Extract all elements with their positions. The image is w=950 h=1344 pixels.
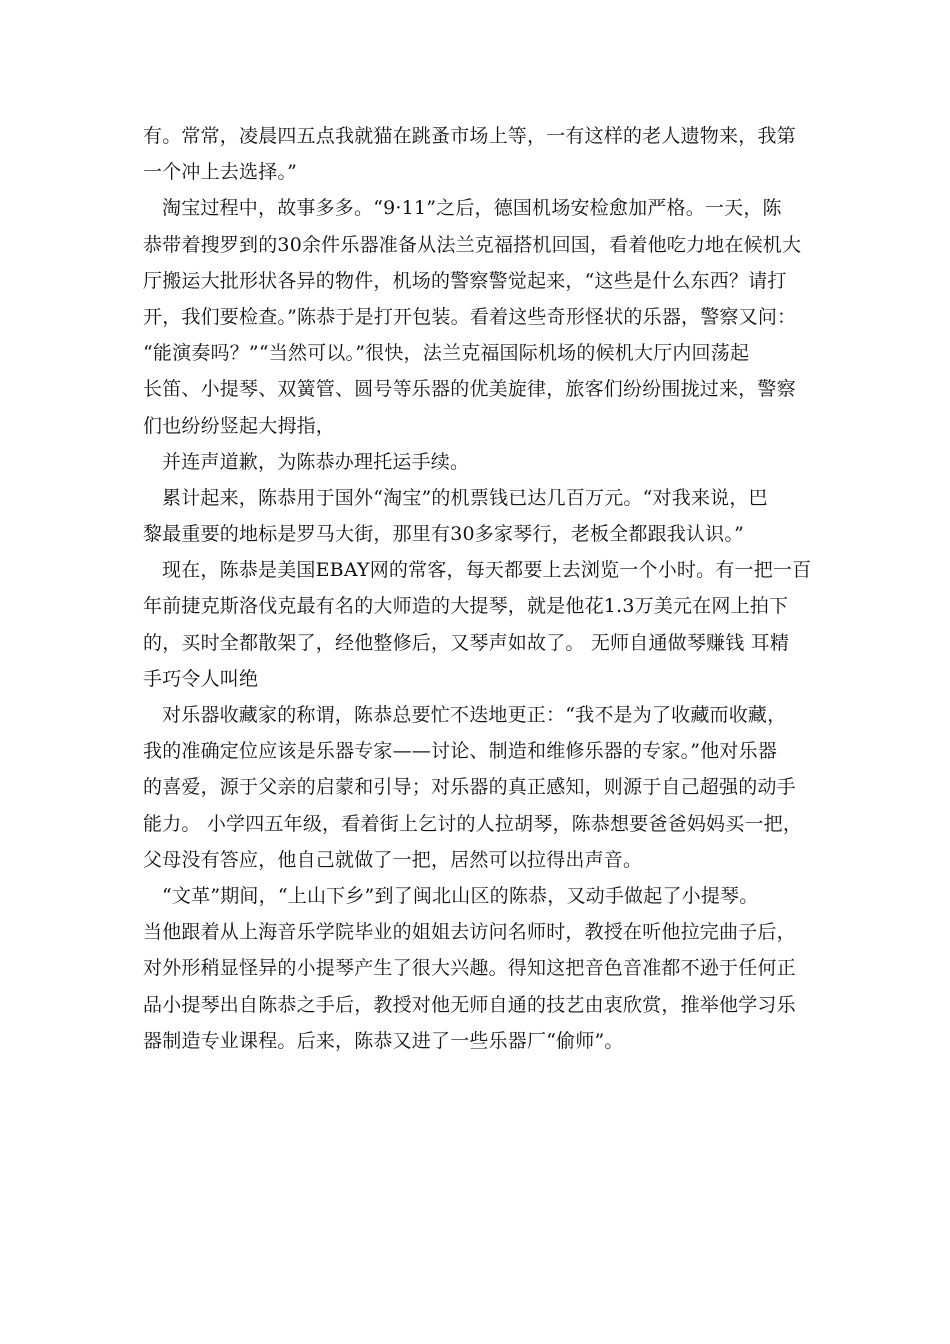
- paragraph-start-line: 并连声道歉，为陈恭办理托运手续。: [162, 450, 470, 473]
- text-line: 父母没有答应，他自己就做了一把，居然可以拉得出声音。: [143, 848, 643, 871]
- text-line: 长笛、小提琴、双簧管、圆号等乐器的优美旋律，旅客们纷纷围拢过来，警察: [143, 378, 796, 401]
- text-line: 当他跟着从上海音乐学院毕业的姐姐去访问名师时，教授在听他拉完曲子后，: [143, 921, 796, 944]
- text-line: 器制造专业课程。后来，陈恭又进了一些乐器厂“偷师”。: [143, 1029, 624, 1052]
- text-line: 对外形稍显怪异的小提琴产生了很大兴趣。得知这把音色音准都不逊于任何正: [143, 957, 796, 980]
- text-line: 恭带着搜罗到的30余件乐器准备从法兰克福搭机回国，看着他吃力地在候机大: [143, 233, 802, 256]
- text-line: 能力。 小学四五年级，看着街上乞讨的人拉胡琴，陈恭想要爸爸妈妈买一把，: [143, 812, 803, 835]
- text-line: 年前捷克斯洛伐克最有名的大师造的大提琴，就是他花1.3万美元在网上拍下: [143, 595, 789, 618]
- text-line: “能演奏吗？”“当然可以。”很快，法兰克福国际机场的候机大厅内回荡起: [143, 342, 750, 365]
- text-line: 开，我们要检查。”陈恭于是打开包装。看着这些奇形怪状的乐器，警察又问：: [143, 305, 797, 328]
- text-line: 品小提琴出自陈恭之手后，教授对他无师自通的技艺由衷欣赏，推举他学习乐: [143, 993, 796, 1016]
- paragraph-start-line: 现在，陈恭是美国EBAY网的常客，每天都要上去浏览一个小时。有一把一百: [162, 559, 812, 582]
- paragraph-start-line: 淘宝过程中，故事多多。“9·11”之后，德国机场安检愈加严格。一天，陈: [162, 197, 782, 220]
- text-line: 的喜爱，源于父亲的启蒙和引导；对乐器的真正感知，则源于自己超强的动手: [143, 776, 796, 799]
- paragraph-start-line: 对乐器收藏家的称谓，陈恭总要忙不迭地更正：“我不是为了收藏而收藏，: [162, 704, 787, 726]
- text-line: 有。常常，凌晨四五点我就猫在跳蚤市场上等，一有这样的老人遗物来，我第: [143, 125, 796, 147]
- text-line: 一个冲上去选择。”: [143, 161, 298, 184]
- paragraph-start-line: “文革”期间，“上山下乡”到了闽北山区的陈恭，又动手做起了小提琴。: [162, 884, 759, 907]
- text-line: 手巧令人叫绝: [143, 667, 259, 690]
- article-body: [143, 118, 823, 1059]
- paragraph-start-line: 累计起来，陈恭用于国外“淘宝”的机票钱已达几百万元。“对我来说，巴: [162, 486, 768, 509]
- text-line: 的，买时全都散架了，经他整修后，又琴声如故了。 无师自通做琴赚钱 耳精: [143, 631, 790, 654]
- text-line: 们也纷纷竖起大拇指，: [143, 414, 336, 437]
- text-line: 黎最重要的地标是罗马大街，那里有30多家琴行，老板全都跟我认识。”: [143, 523, 744, 546]
- text-line: 厅搬运大批形状各异的物件，机场的警察警觉起来，“这些是什么东西？请打: [143, 269, 787, 292]
- text-line: 我的准确定位应该是乐器专家——讨论、制造和维修乐器的专家。”他对乐器: [143, 740, 778, 763]
